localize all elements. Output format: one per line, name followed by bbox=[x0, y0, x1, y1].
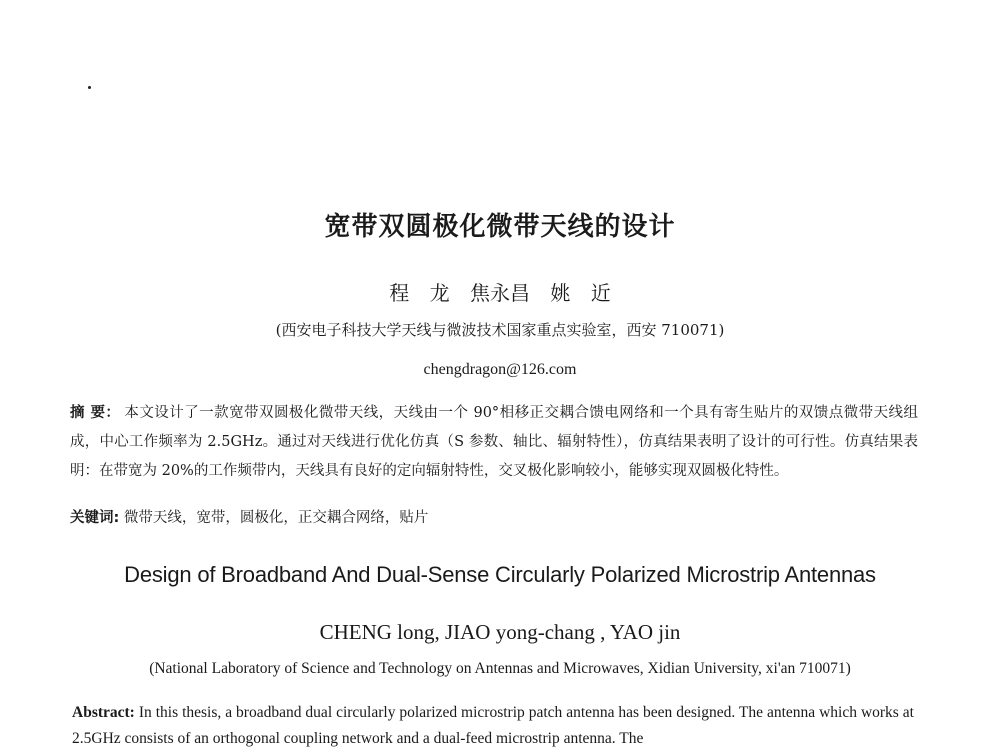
keywords-chinese-label: 关键词: bbox=[70, 510, 120, 526]
affiliation-english: (National Laboratory of Science and Technology on Antennas and Microwaves, Xidian University, xi'an 710071) bbox=[149, 660, 851, 677]
keywords-chinese-text: 微带天线，宽带，圆极化，正交耦合网络，贴片 bbox=[123, 510, 429, 526]
paper-title-chinese: 宽带双圆极化微带天线的设计 bbox=[324, 212, 676, 242]
paper-title-english: Design of Broadband And Dual-Sense Circularly Polarized Microstrip Antennas bbox=[124, 562, 876, 587]
abstract-chinese-text: 本文设计了一款宽带双圆极化微带天线，天线由一个 90°相移正交耦合馈电网络和一个具有寄生贴片的双馈点微带天线组成，中心工作频率为 2.5GHz。通过对天线进行优化仿真（S 参数、轴比、辐射特性），仿真结果表明了设计的可行性。仿真结果表明：在带宽为 20%的工作频带内，天线具有良好的定向辐射特性，交叉极化影响较小，能够实现双圆极化特性。 bbox=[70, 405, 918, 479]
abstract-english bbox=[72, 700, 914, 752]
authors-chinese: 程 龙 焦永昌 姚 近 bbox=[389, 281, 611, 305]
affiliation-chinese: (西安电子科技大学天线与微波技术国家重点实验室，西安 710071) bbox=[275, 321, 725, 339]
abstract-english-text: In this thesis, a broadband dual circularly polarized microstrip patch antenna has been designed. The antenna which works at 2.5GHz consists of an orthogonal coupling network and a dual-feed microstrip antenna. The bbox=[72, 704, 914, 747]
abstract-chinese-label: 摘 要： bbox=[70, 404, 121, 421]
stray-mark bbox=[88, 86, 91, 89]
author-email: chengdragon@126.com bbox=[423, 361, 577, 378]
abstract-chinese bbox=[70, 398, 918, 486]
authors-english: CHENG long, JIAO yong-chang , YAO jin bbox=[319, 620, 681, 644]
abstract-english-label: Abstract: bbox=[72, 704, 135, 721]
keywords-chinese bbox=[70, 506, 918, 527]
